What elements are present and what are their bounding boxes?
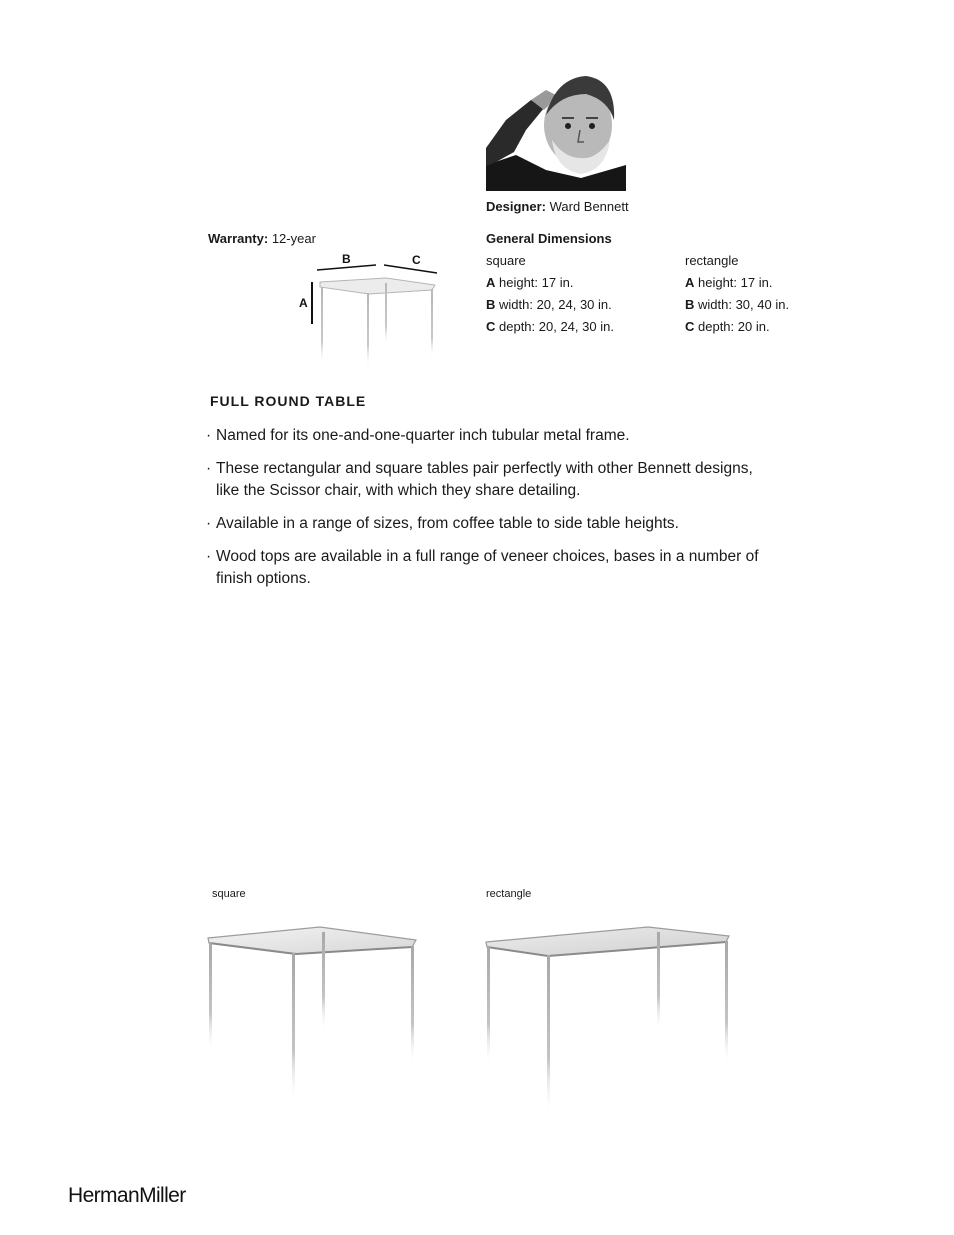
dimension-row: [486, 272, 614, 294]
dimension-value: depth: 20, 24, 30 in.: [495, 319, 614, 334]
dimension-value: height: 17 in.: [694, 275, 773, 290]
bullet-dot: ·: [206, 548, 212, 565]
dimension-value: depth: 20 in.: [694, 319, 770, 334]
square-table-image: [200, 920, 430, 1110]
rectangle-caption: rectangle: [486, 888, 532, 900]
feature-text: Named for its one-and-one-quarter inch tubular metal frame.: [216, 427, 630, 444]
dimension-key: A: [486, 275, 496, 290]
feature-item: [206, 425, 776, 447]
feature-list: [206, 425, 776, 601]
product-heading: FULL ROUND TABLE: [210, 393, 367, 409]
feature-item: [206, 546, 776, 590]
designer-credit: [486, 196, 629, 218]
dimension-diagram: [290, 245, 450, 370]
dimension-row: [685, 316, 789, 338]
bullet-dot: ·: [206, 460, 212, 477]
dimensions-title: General Dimensions: [486, 231, 612, 246]
dimension-row: [685, 272, 789, 294]
dimension-row: [486, 316, 614, 338]
dimension-value: width: 20, 24, 30 in.: [495, 297, 612, 312]
dimensions-column-name: square: [486, 253, 526, 268]
dimension-key: C: [486, 319, 496, 334]
dimension-key: B: [486, 297, 496, 312]
bullet-dot: ·: [206, 427, 212, 444]
feature-text: Wood tops are available in a full range of veneer choices, bases in a number of finish options.: [216, 548, 759, 587]
dimension-label-a: A: [299, 296, 308, 310]
designer-portrait: [486, 70, 626, 191]
designer-label: Designer:: [486, 199, 546, 214]
feature-text: These rectangular and square tables pair perfectly with other Bennett designs, like the Scissor chair, with which they share detailing.: [216, 460, 753, 499]
square-caption: square: [212, 888, 246, 900]
feature-item: [206, 458, 776, 502]
feature-item: [206, 513, 776, 535]
dimension-row: [685, 294, 789, 316]
dimension-key: B: [685, 297, 695, 312]
dimension-line-c: [384, 265, 437, 273]
dimensions-column-square: [486, 250, 614, 338]
designer-name: Ward Bennett: [549, 199, 629, 214]
brand-logo: HermanMiller: [68, 1184, 186, 1207]
dimensions-column-name: rectangle: [685, 253, 739, 268]
dimensions-column-rectangle: [685, 250, 789, 338]
dimension-value: width: 30, 40 in.: [694, 297, 790, 312]
dimension-key: A: [685, 275, 695, 290]
dimension-label-c: C: [412, 253, 421, 267]
bullet-dot: ·: [206, 515, 212, 532]
dimension-row: [486, 294, 614, 316]
dimension-key: C: [685, 319, 695, 334]
warranty-value: 12-year: [271, 231, 316, 246]
dimension-value: height: 17 in.: [495, 275, 574, 290]
feature-text: Available in a range of sizes, from coffee table to side table heights.: [216, 515, 679, 532]
rectangle-table-image: [478, 918, 738, 1118]
dimension-label-b: B: [342, 252, 351, 266]
warranty-label: Warranty:: [208, 231, 269, 246]
